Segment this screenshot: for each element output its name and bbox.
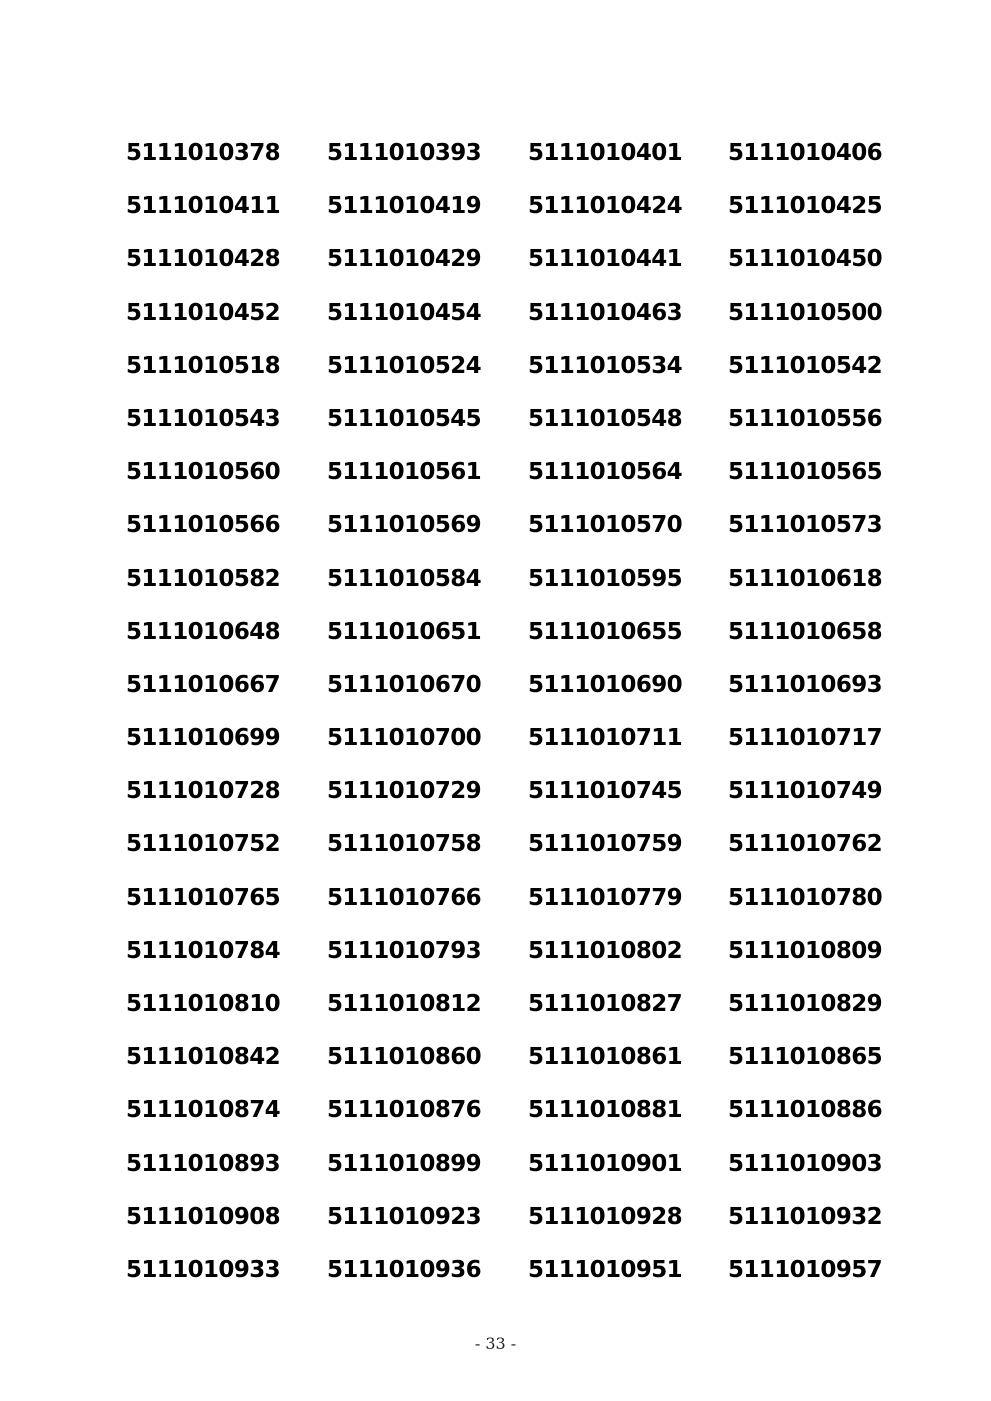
number-cell: 5111010542 [728, 352, 883, 379]
number-cell: 5111010861 [528, 1044, 683, 1071]
number-cell: 5111010784 [126, 937, 281, 964]
number-cell: 5111010573 [728, 512, 883, 539]
number-cell: 5111010667 [126, 671, 281, 698]
number-cell: 5111010452 [126, 299, 281, 326]
number-cell: 5111010401 [528, 140, 683, 166]
number-cell: 5111010454 [327, 299, 482, 326]
number-cell: 5111010570 [528, 512, 683, 539]
number-cell: 5111010928 [528, 1203, 683, 1230]
number-cell: 5111010793 [327, 937, 482, 964]
page-number: - 33 - [474, 1334, 517, 1353]
number-cell: 5111010566 [126, 512, 281, 539]
number-cell: 5111010810 [126, 991, 281, 1017]
number-cell: 5111010711 [528, 725, 683, 752]
number-cell: 5111010561 [327, 459, 482, 486]
number-cell: 5111010780 [728, 884, 883, 911]
number-cell: 5111010565 [728, 459, 883, 486]
number-cell: 5111010670 [327, 671, 482, 698]
number-cell: 5111010874 [126, 1097, 281, 1124]
number-cell: 5111010419 [327, 193, 482, 220]
number-cell: 5111010758 [327, 831, 482, 858]
number-cell: 5111010463 [528, 299, 683, 326]
number-cell: 5111010957 [728, 1256, 883, 1283]
number-cell: 5111010658 [728, 618, 883, 645]
number-cell: 5111010429 [327, 246, 482, 273]
number-grid [126, 136, 886, 1306]
number-cell: 5111010717 [728, 725, 883, 752]
number-cell: 5111010556 [728, 405, 883, 432]
number-cell: 5111010893 [126, 1150, 281, 1177]
number-cell: 5111010648 [126, 618, 281, 645]
number-cell: 5111010582 [126, 565, 281, 592]
number-cell: 5111010500 [728, 299, 883, 326]
number-cell: 5111010881 [528, 1097, 683, 1124]
number-cell: 5111010729 [327, 778, 482, 805]
number-cell: 5111010564 [528, 459, 683, 486]
number-cell: 5111010693 [728, 671, 883, 698]
number-cell: 5111010441 [528, 246, 683, 273]
number-cell: 5111010584 [327, 565, 482, 592]
number-cell: 5111010827 [528, 991, 683, 1017]
number-cell: 5111010700 [327, 725, 482, 752]
number-cell: 5111010699 [126, 725, 281, 752]
number-cell: 5111010651 [327, 618, 482, 645]
number-cell: 5111010809 [728, 937, 883, 964]
number-cell: 5111010951 [528, 1256, 683, 1283]
number-cell: 5111010923 [327, 1203, 482, 1230]
number-cell: 5111010524 [327, 352, 482, 379]
number-cell: 5111010406 [728, 140, 883, 166]
number-cell: 5111010936 [327, 1256, 482, 1283]
number-cell: 5111010534 [528, 352, 683, 379]
number-cell: 5111010901 [528, 1150, 683, 1177]
number-cell: 5111010886 [728, 1097, 883, 1124]
number-cell: 5111010749 [728, 778, 883, 805]
number-cell: 5111010933 [126, 1256, 281, 1283]
number-cell: 5111010903 [728, 1150, 883, 1177]
number-cell: 5111010765 [126, 884, 281, 911]
number-cell: 5111010545 [327, 405, 482, 432]
number-cell: 5111010655 [528, 618, 683, 645]
number-cell: 5111010618 [728, 565, 883, 592]
number-cell: 5111010450 [728, 246, 883, 273]
number-cell: 5111010690 [528, 671, 683, 698]
number-cell: 5111010766 [327, 884, 482, 911]
number-cell: 5111010411 [126, 193, 281, 220]
number-cell: 5111010393 [327, 140, 482, 166]
number-cell: 5111010424 [528, 193, 683, 220]
number-cell: 5111010899 [327, 1150, 482, 1177]
number-cell: 5111010932 [728, 1203, 883, 1230]
number-cell: 5111010378 [126, 140, 281, 166]
number-cell: 5111010842 [126, 1044, 281, 1071]
number-cell: 5111010543 [126, 405, 281, 432]
number-cell: 5111010829 [728, 991, 883, 1017]
number-cell: 5111010752 [126, 831, 281, 858]
number-cell: 5111010518 [126, 352, 281, 379]
number-cell: 5111010759 [528, 831, 683, 858]
number-cell: 5111010876 [327, 1097, 482, 1124]
number-cell: 5111010812 [327, 991, 482, 1017]
number-cell: 5111010802 [528, 937, 683, 964]
number-cell: 5111010728 [126, 778, 281, 805]
number-cell: 5111010560 [126, 459, 281, 486]
number-cell: 5111010860 [327, 1044, 482, 1071]
number-cell: 5111010595 [528, 565, 683, 592]
number-cell: 5111010428 [126, 246, 281, 273]
number-cell: 5111010779 [528, 884, 683, 911]
number-cell: 5111010762 [728, 831, 883, 858]
number-cell: 5111010569 [327, 512, 482, 539]
number-cell: 5111010425 [728, 193, 883, 220]
number-cell: 5111010745 [528, 778, 683, 805]
number-cell: 5111010908 [126, 1203, 281, 1230]
number-cell: 5111010865 [728, 1044, 883, 1071]
number-cell: 5111010548 [528, 405, 683, 432]
